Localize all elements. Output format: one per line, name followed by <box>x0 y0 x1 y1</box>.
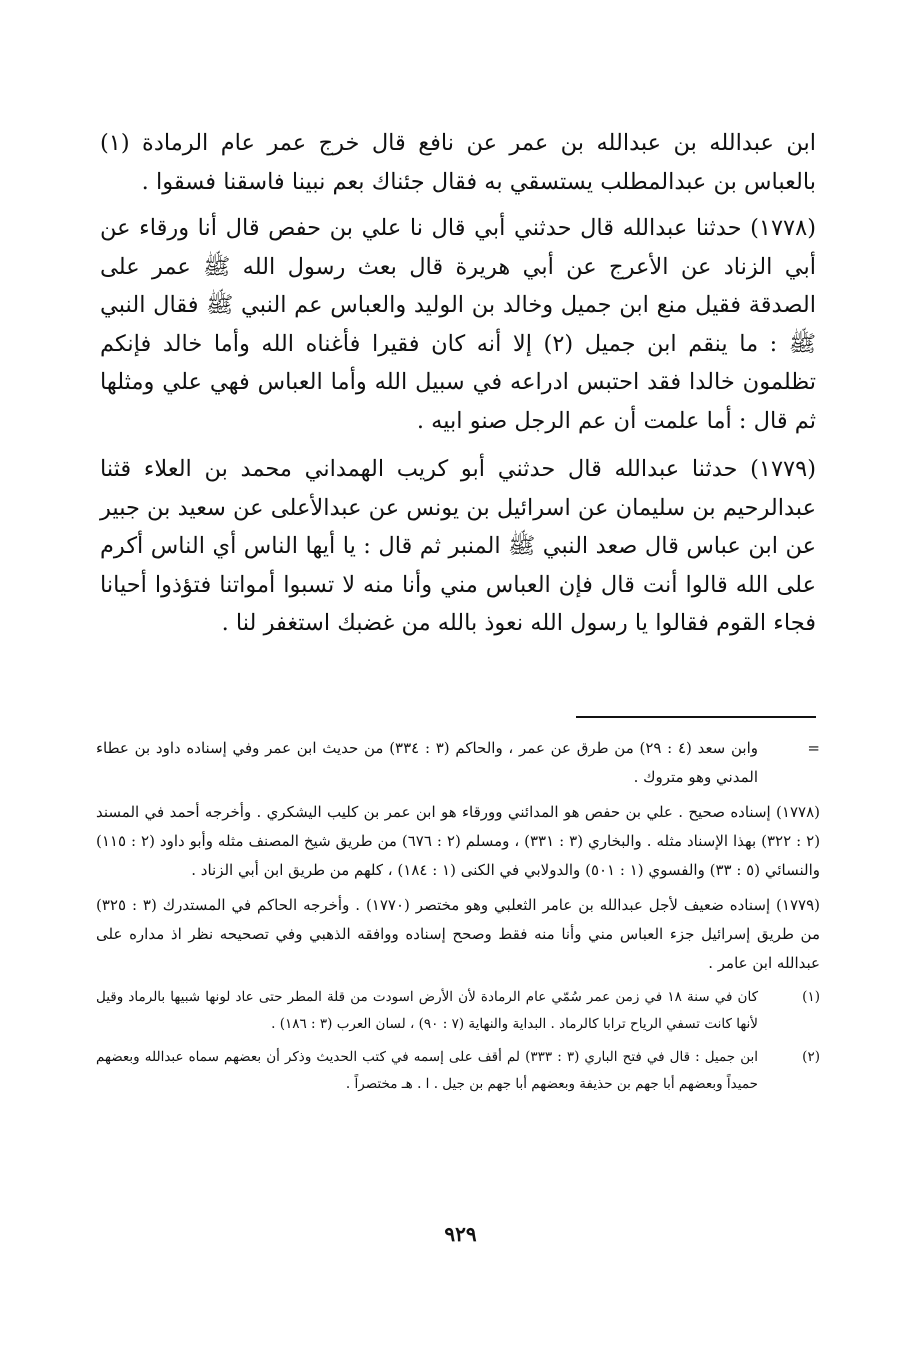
footnote-text: كان في سنة ١٨ في زمن عمر سُمّي عام الرمادة لأن الأرض اسودت من قلة المطر حتى عاد لونها شبيها بالرماد وقيل لأنها كانت تسفي الرياح ترابا كالرماد . البداية والنهاية (٧ : ٩٠) ، لسان العرب (٣ : ١٨٦) . <box>96 989 758 1032</box>
hadith-1778: (١٧٧٨) حدثنا عبدالله قال حدثني أبي قال نا علي بن حفص قال أنا ورقاء عن أبي الزناد عن الأعرج عن أبي هريرة قال بعث رسول الله ﷺ عمر على الصدقة فقيل منع ابن جميل وخالد بن الوليد والعباس عم النبي ﷺ فقال النبي ﷺ : ما ينقم ابن جميل (٢) إلا أنه كان فقيرا فأغناه الله وأما خالد فإنكم تظلمون خالدا فقد احتبس ادراعه في سبيل الله وأما العباس فهي علي ومثلها ثم قال : أما علمت أن عم الرجل صنو ابيه . <box>100 215 816 434</box>
footnote-text: ابن جميل : قال في فتح الباري (٣ : ٣٣٣) لم أقف على إسمه في كتب الحديث وذكر أن بعضهم سماه عبدالله وبعضهم حميداً وبعضهم أبا جهم بن حذيفة وبعضهم أبا جهم بن جيل . ا . هـ مختصراً . <box>96 1049 758 1092</box>
footnote-marker: (٢) <box>802 1049 820 1065</box>
footnote-marker: = <box>807 739 820 757</box>
page-number: ٩٢٩ <box>444 1222 477 1246</box>
footnote-continuation <box>96 734 820 792</box>
footnote-2 <box>96 1044 820 1098</box>
footnote-text: (١٧٧٩) إسناده ضعيف لأجل عبدالله بن عامر الثعلبي وهو مختصر (١٧٧٠) . وأخرجه الحاكم في المستدرك (٣ : ٣٢٥) من طريق إسرائيل جزء العباس مني وأنا منه فقط وصحح إسناده ووافقه الذهبي وفي تصحيحه نظر اذ مداره على عبدالله ابن عامر . <box>96 896 820 972</box>
footnote-marker: (١) <box>802 989 820 1005</box>
footnotes <box>96 734 820 1104</box>
footnote-separator <box>576 716 816 718</box>
hadith-1779: (١٧٧٩) حدثنا عبدالله قال حدثني أبو كريب الهمداني محمد بن العلاء قثنا عبدالرحيم بن سليمان عن اسرائيل بن يونس عن عبدالأعلى عن سعيد بن جبير عن ابن عباس قال صعد النبي ﷺ المنبر ثم قال : يا أيها الناس أي الناس أكرم على الله قالوا أنت قال فإن العباس مني وأنا منه لا تسبوا أمواتنا فتؤذوا أحيانا فجاء القوم فقالوا يا رسول الله نعوذ بالله من غضبك استغفر لنا . <box>100 456 816 636</box>
footnote-1778 <box>96 798 820 885</box>
footnote-text: (١٧٧٨) إسناده صحيح . علي بن حفص هو المدائني وورقاء هو ابن عمر بن كليب اليشكري . وأخرجه أحمد في المسند (٢ : ٣٢٢) بهذا الإسناد مثله . والبخاري (٣ : ٣٣١) ، ومسلم (٢ : ٦٧٦) من طريق شيخ المصنف مثله وأبو داود (٢ : ١١٥) والنسائي (٥ : ٣٣) والفسوي (١ : ٥٠١) والدولابي في الكنى (١ : ١٨٤) ، كلهم من طريق ابن أبي الزناد . <box>96 803 821 879</box>
footnote-1 <box>96 984 820 1038</box>
main-text <box>100 124 816 653</box>
footnote-text: وابن سعد (٤ : ٢٩) من طرق عن عمر ، والحاكم (٣ : ٣٣٤) من حديث ابن عمر وفي إسناده داود بن عطاء المدني وهو متروك . <box>96 739 758 786</box>
footnote-1779 <box>96 891 820 978</box>
paragraph-continuation: ابن عبدالله بن عبدالله بن عمر عن نافع قال خرج عمر عام الرمادة (١) بالعباس بن عبدالمطلب يستسقي به فقال جئناك بعم نبينا فاسقنا فسقوا . <box>100 130 816 195</box>
